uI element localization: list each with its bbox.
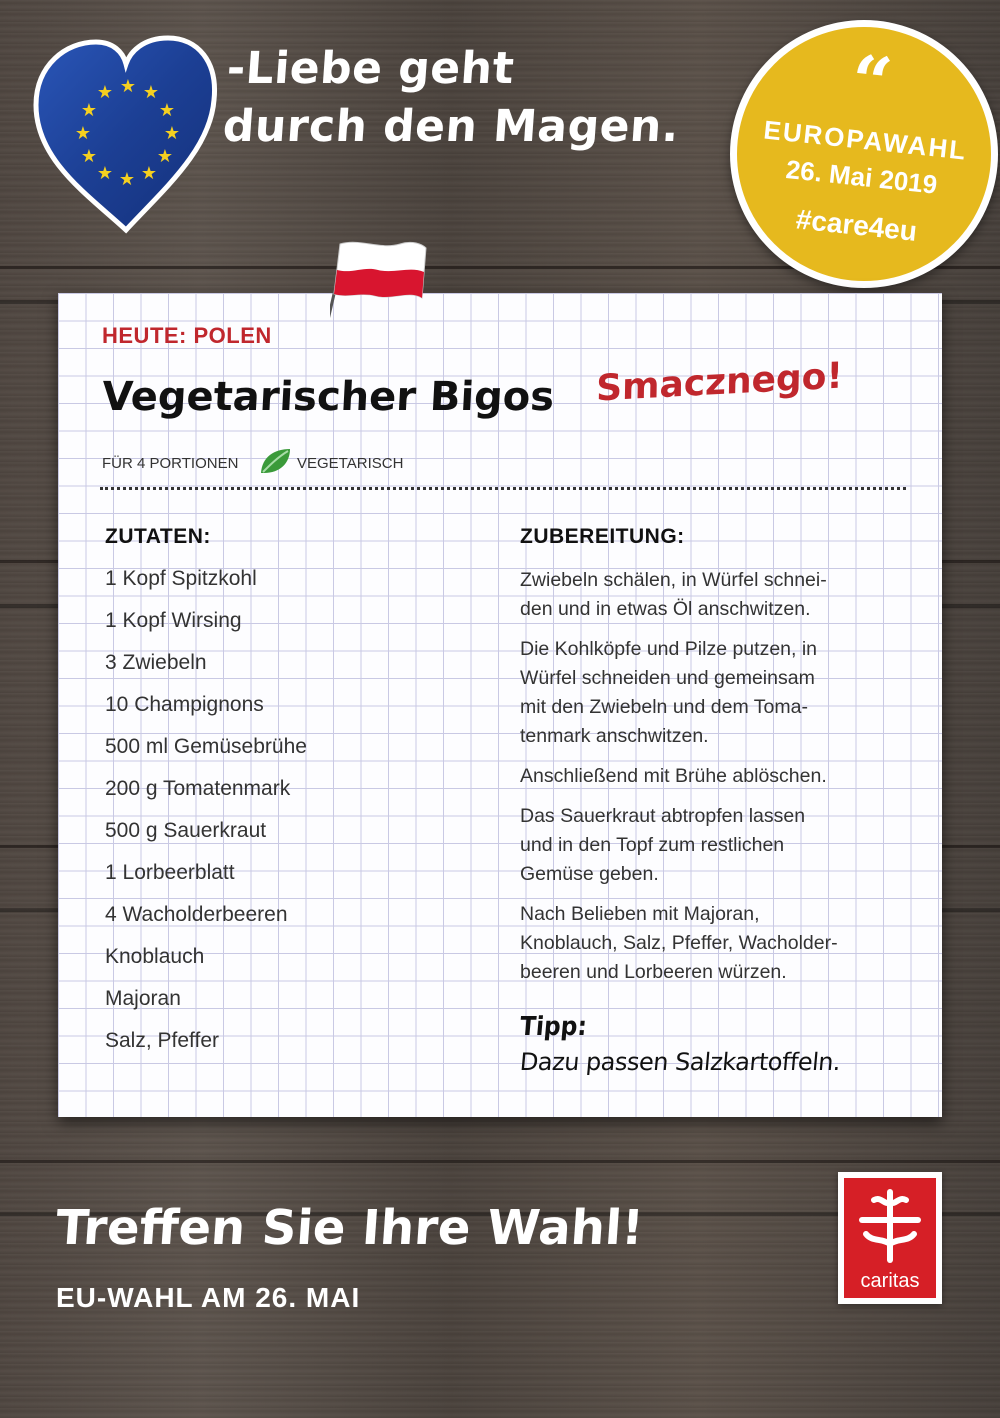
svg-text:★: ★ [96, 163, 114, 184]
badge-line-1: EUROPAWAHL [762, 114, 969, 166]
portions-label: FÜR 4 PORTIONEN [102, 455, 239, 472]
election-date-subline: EU-WAHL AM 26. MAI [56, 1282, 361, 1313]
svg-text:★: ★ [118, 169, 136, 190]
headline-line-1: -Liebe geht [225, 43, 516, 94]
svg-text:★: ★ [80, 146, 98, 167]
tip-heading: Tipp: [518, 1012, 589, 1042]
caritas-cross-logo [844, 1178, 936, 1270]
ingredient-item: 200 g Tomatenmark [105, 777, 291, 800]
ingredient-item: 1 Kopf Wirsing [105, 609, 242, 632]
ingredient-item: 500 g Sauerkraut [105, 819, 267, 842]
wood-plank-seam [0, 1160, 1000, 1163]
europawahl-badge [730, 20, 998, 288]
badge-date: 26. Mai 2019 [784, 154, 939, 200]
ingredient-item: Knoblauch [105, 945, 205, 968]
leaf-icon [258, 447, 292, 475]
preparation-heading: ZUBEREITUNG: [520, 525, 685, 548]
country-label: HEUTE: POLEN [102, 323, 272, 348]
tip-text: Dazu passen Salzkartoffeln. [518, 1048, 842, 1076]
slogan: Treffen Sie Ihre Wahl! [54, 1200, 646, 1256]
recipe-title: Vegetarischer Bigos [100, 374, 556, 420]
greeting: Smacznego! [595, 355, 844, 410]
ingredient-item: 4 Wacholderbeeren [105, 903, 288, 926]
ingredient-item: 10 Champignons [105, 693, 264, 716]
caritas-logo [838, 1172, 942, 1304]
svg-text:★: ★ [158, 100, 176, 121]
preparation-steps [520, 566, 920, 998]
headline [221, 40, 685, 156]
svg-text:★: ★ [80, 100, 98, 121]
ingredient-item: Salz, Pfeffer [105, 1029, 220, 1052]
diet-label: VEGETARISCH [297, 455, 404, 472]
divider [100, 487, 906, 490]
preparation-step: Nach Belieben mit Majoran, Knoblauch, Salz, Pfeffer, Wacholder- beeren und Lorbeeren würzen. [520, 903, 838, 983]
ingredient-item: 1 Kopf Spitzkohl [105, 567, 257, 590]
svg-text:★: ★ [163, 123, 181, 144]
ingredient-item: 1 Lorbeerblatt [105, 861, 235, 884]
preparation-step: Anschließend mit Brühe ablöschen. [520, 765, 827, 787]
eu-flag-heart-icon [28, 30, 223, 240]
headline-line-2: durch den Magen. [221, 101, 681, 152]
svg-text:★: ★ [119, 76, 137, 97]
ingredient-item: 500 ml Gemüsebrühe [105, 735, 307, 758]
ingredients-list [105, 564, 307, 1068]
preparation-step: Das Sauerkraut abtropfen lassen und in den Topf zum restlichen Gemüse geben. [520, 805, 806, 885]
svg-text:★: ★ [140, 163, 158, 184]
badge-hashtag: #care4eu [794, 203, 919, 247]
ingredient-item: Majoran [105, 987, 181, 1010]
caritas-wordmark: caritas [860, 1270, 920, 1292]
svg-text:★: ★ [156, 146, 174, 167]
svg-text:★: ★ [74, 123, 92, 144]
quote-mark: “ [847, 38, 896, 126]
preparation-step: Die Kohlköpfe und Pilze putzen, in Würfel schneiden und gemeinsam mit den Zwiebeln und dem Toma- tenmark anschwitzen. [520, 638, 818, 747]
svg-text:★: ★ [96, 82, 114, 103]
ingredient-item: 3 Zwiebeln [105, 651, 207, 674]
svg-text:★: ★ [142, 82, 160, 103]
ingredients-heading: ZUTATEN: [105, 525, 211, 548]
poland-flag-icon [330, 238, 430, 348]
preparation-step: Zwiebeln schälen, in Würfel schnei- den und in etwas Öl anschwitzen. [520, 569, 827, 620]
